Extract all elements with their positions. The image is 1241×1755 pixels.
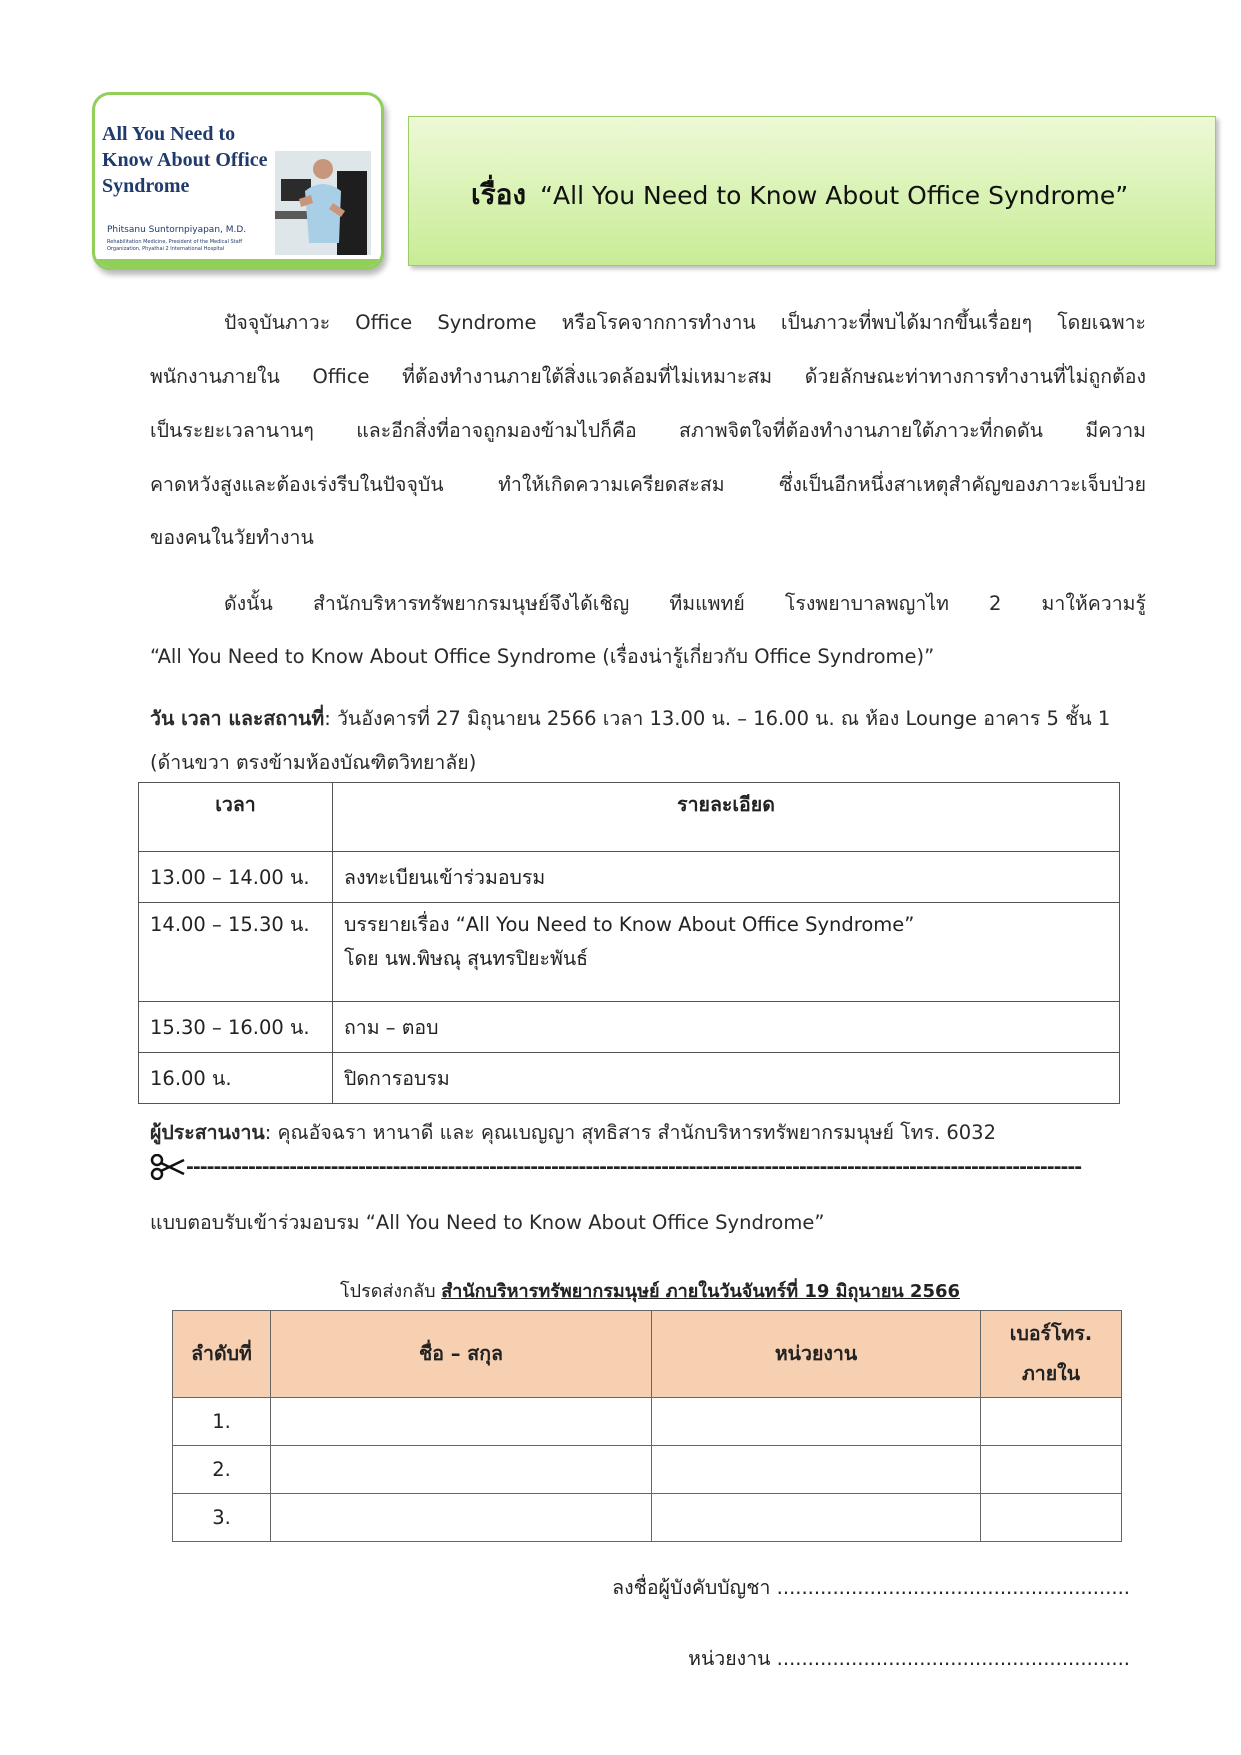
invite-line-2: “All You Need to Know About Office Syndrome (เรื่องน่ารู้เกี่ยวกับ Office Syndrome)” [150, 645, 935, 668]
name-field[interactable] [271, 1494, 652, 1542]
subject-title: “All You Need to Know About Office Syndrome” [540, 181, 1129, 210]
phone-field[interactable] [981, 1446, 1122, 1494]
reply-table [172, 1310, 1122, 1542]
title-box [408, 116, 1216, 266]
schedule-time: 14.00 – 15.30 น. [139, 903, 333, 1002]
return-instruction [150, 1276, 1150, 1305]
intro-line-3: เป็นระยะเวลานานๆ และอีกสิ่งที่อาจถูกมองข้ามไปก็คือ สภาพจิตใจที่ต้องทำงานภายใต้ภาวะที่กดดัน มีความ [150, 419, 1146, 442]
dashed-line: ---------------------------------------------------------------------------------------------------------------------------------- [186, 1156, 1082, 1178]
reply-form-title: แบบตอบรับเข้าร่วมอบรม “All You Need to Know About Office Syndrome” [150, 1211, 825, 1234]
invite-line-1: ดังนั้น สำนักบริหารทรัพยากรมนุษย์จึงได้เชิญ ทีมแพทย์ โรงพยาบาลพญาไท 2 มาให้ความรู้ [224, 592, 1146, 615]
intro-line-2: พนักงานภายใน Office ที่ต้องทำงานภายใต้สิ่งแวดล้อมที่ไม่เหมาะสม ด้วยลักษณะท่าทางการทำงานที่ไม่ถูกต้อง [150, 365, 1146, 388]
schedule-detail: บรรยายเรื่อง “All You Need to Know About Office Syndrome” โดย นพ.พิษณุ สุนทรปิยะพันธ์ [333, 903, 1120, 1002]
poster-green-bar [95, 259, 381, 267]
reply-header-name: ชื่อ – สกุล [271, 1311, 652, 1398]
cut-line [150, 1154, 1130, 1184]
schedule-time: 16.00 น. [139, 1053, 333, 1104]
schedule-row [139, 1053, 1120, 1104]
schedule-row [139, 1002, 1120, 1053]
reply-row-no: 1. [173, 1398, 271, 1446]
speaker: โดย นพ.พิษณุ สุนทรปิยะพันธ์ [344, 947, 589, 970]
poster-subtitle: Rehabilitation Medicine, President of the Medical Staff Organization, Phyathai 2 International Hospital [107, 239, 243, 252]
reply-row [173, 1494, 1122, 1542]
scissors-icon [150, 1154, 186, 1180]
phone-field[interactable] [981, 1494, 1122, 1542]
schedule-header-detail: รายละเอียด [333, 783, 1120, 852]
reply-row-no: 2. [173, 1446, 271, 1494]
name-field[interactable] [271, 1446, 652, 1494]
date-venue-label: วัน เวลา และสถานที่ [150, 707, 325, 730]
intro-line-4: คาดหวังสูงและต้องเร่งรีบในปัจจุบัน ทำให้เกิดความเครียดสะสม ซึ่งเป็นอีกหนึ่งสาเหตุสำคัญของภาวะเจ็บป่วย [150, 473, 1146, 496]
date-venue-text: : วันอังคารที่ 27 มิถุนายน 2566 เวลา 13.00 น. – 16.00 น. ณ ห้อง Lounge อาคาร 5 ชั้น 1 [324, 707, 1111, 730]
intro-line-5: ของคนในวัยทำงาน [150, 526, 314, 549]
return-prefix: โปรดส่งกลับ [339, 1281, 442, 1302]
coordinator-label: ผู้ประสานงาน [150, 1121, 265, 1144]
return-deadline: สำนักบริหารทรัพยากรมนุษย์ ภายในวันจันทร์ที่ 19 มิถุนายน 2566 [441, 1281, 961, 1302]
schedule-detail: ถาม – ตอบ [333, 1002, 1120, 1053]
reply-row [173, 1446, 1122, 1494]
name-field[interactable] [271, 1398, 652, 1446]
coordinator-line [150, 1117, 1146, 1148]
date-venue-line [150, 703, 1146, 734]
poster-author: Phitsanu Suntornpiyapan, M.D. [107, 225, 247, 235]
intro-line-1: ปัจจุบันภาวะ Office Syndrome หรือโรคจากการทำงาน เป็นภาวะที่พบได้มากขึ้นเรื่อยๆ โดยเฉพาะ [224, 311, 1146, 334]
subject-label: เรื่อง [471, 178, 527, 211]
dept-field[interactable] [652, 1398, 981, 1446]
dept-field[interactable] [652, 1446, 981, 1494]
office-worker-back-pain-image [275, 151, 371, 255]
dept-field[interactable] [652, 1494, 981, 1542]
reply-header-dept: หน่วยงาน [652, 1311, 981, 1398]
department-line: หน่วยงาน ......................................................... [688, 1647, 1130, 1670]
schedule-detail: ปิดการอบรม [333, 1053, 1120, 1104]
schedule-time: 15.30 – 16.00 น. [139, 1002, 333, 1053]
poster-thumbnail [92, 92, 384, 270]
document-title [471, 173, 1128, 217]
coordinator-text: : คุณอัจฉรา หานาดี และ คุณเบญญา สุทธิสาร สำนักบริหารทรัพยากรมนุษย์ โทร. 6032 [264, 1121, 996, 1144]
schedule-row [139, 903, 1120, 1002]
schedule-detail: ลงทะเบียนเข้าร่วมอบรม [333, 852, 1120, 903]
poster-title: All You Need to Know About Office Syndrome [102, 123, 268, 197]
reply-row-no: 3. [173, 1494, 271, 1542]
phone-field[interactable] [981, 1398, 1122, 1446]
schedule-row [139, 852, 1120, 903]
reply-header-phone: เบอร์โทร. ภายใน [981, 1311, 1122, 1398]
reply-header-no: ลำดับที่ [173, 1311, 271, 1398]
supervisor-signature-line: ลงชื่อผู้บังคับบัญชา ......................................................... [612, 1576, 1130, 1599]
schedule-time: 13.00 – 14.00 น. [139, 852, 333, 903]
schedule-table [138, 782, 1120, 1104]
venue-detail: (ด้านขวา ตรงข้ามห้องบัณฑิตวิทยาลัย) [150, 751, 477, 774]
reply-row [173, 1398, 1122, 1446]
schedule-header-time: เวลา [139, 783, 333, 852]
